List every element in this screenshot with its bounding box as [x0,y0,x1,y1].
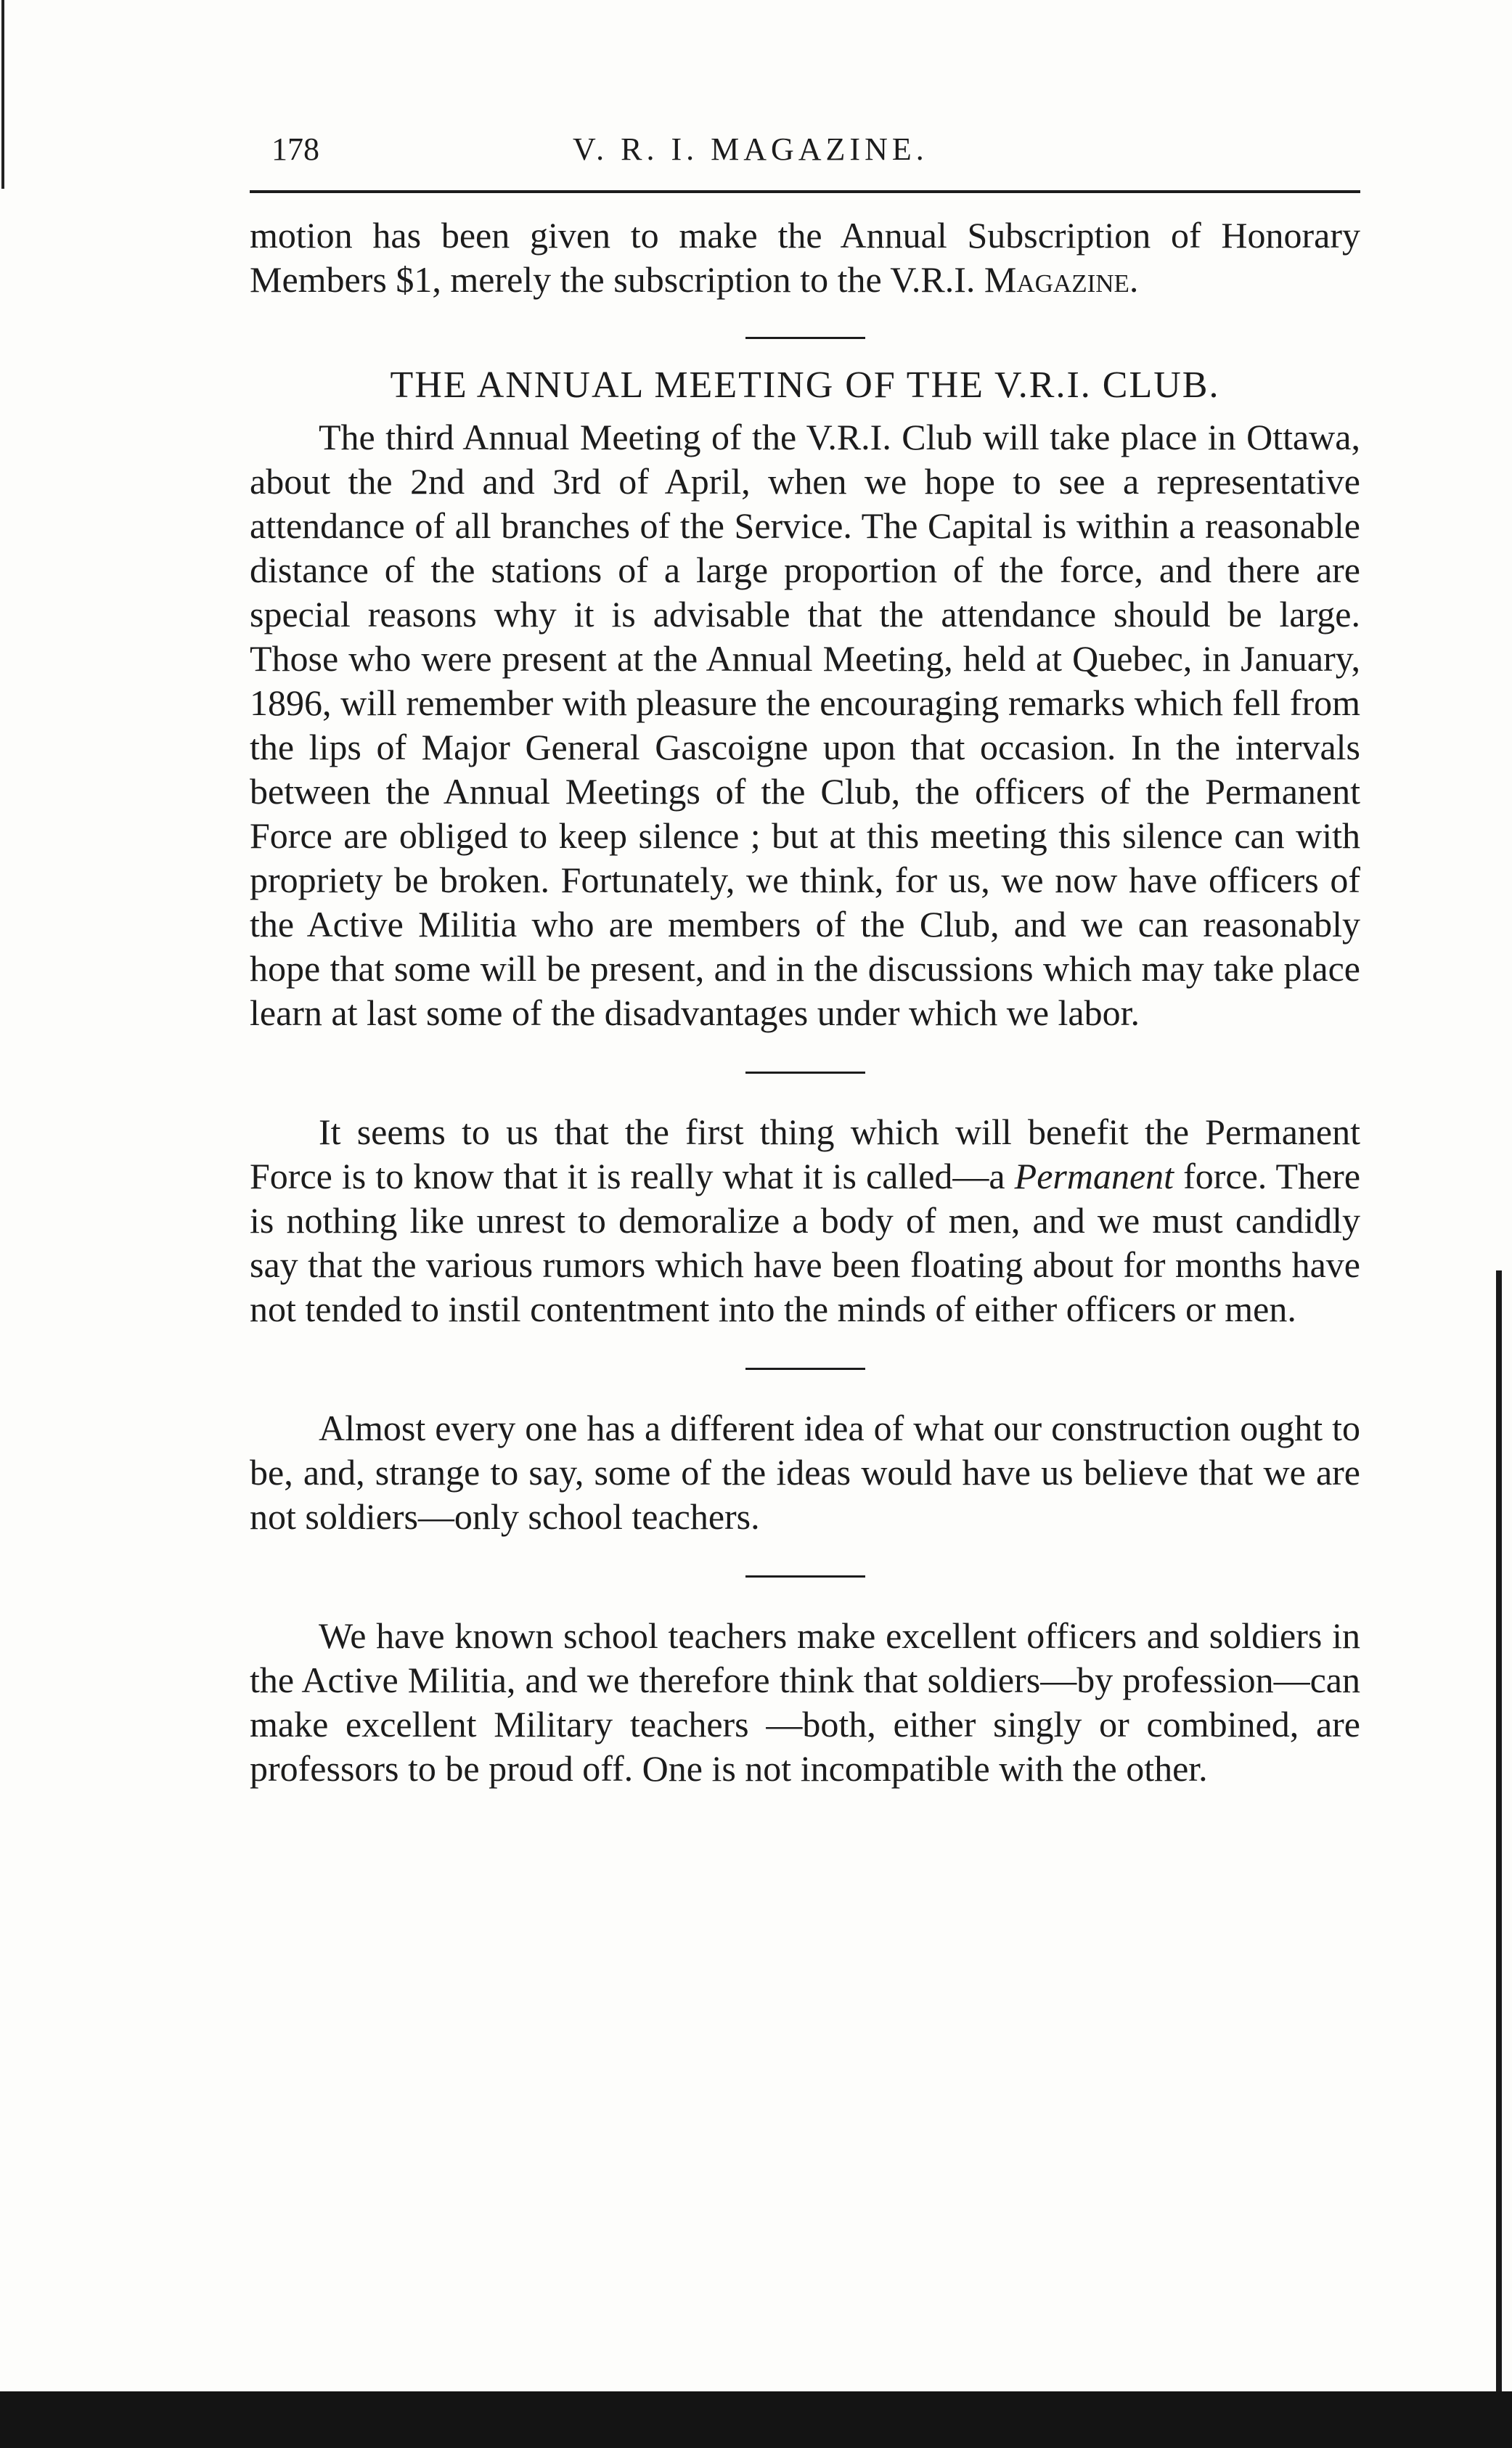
page-number: 178 [271,131,319,167]
section-divider [745,337,865,339]
permanent-italic: Permanent [1014,1156,1174,1196]
magazine-title: V. R. I. MAGAZINE. [573,131,928,167]
permanent-force-paragraph [250,1110,1360,1331]
meeting-paragraph: The third Annual Meeting of the V.R.I. Club will take place in Ottawa, about the 2nd and 3rd of April, when we hope to see a representative attendance of all branches of the Service. The Capital is within a reasonable distance of the stations of a large proportion of the force, and there are special reasons why it is advisable that the attendance should be large. Those who were present at the Annual Meeting, held at Quebec, in January, 1896, will remember with pleasure the encouraging remarks which fell from the lips of Major General Gascoigne upon that occasion. In the intervals between the Annual Meetings of the Club, the officers of the Permanent Force are obliged to keep silence ; but at this meeting this silence can with propriety be broken. Fortunately, we think, for us, we now have officers of the Active Militia who are members of the Club, and we can reasonably hope that some will be present, and in the discussions which may take place learn at last some of the disadvantages under which we labor. [250,417,1360,1033]
construction-paragraph: Almost every one has a different idea of what our construction ought to be, and, strange to say, some of the ideas would have us believe that we are not soldiers—only school teachers. [250,1408,1360,1537]
scan-right-edge [1496,1270,1502,2418]
running-head [250,131,1360,181]
section-divider [745,1072,865,1074]
section-title: THE ANNUAL MEETING OF THE V.R.I. CLUB. [390,364,1220,406]
scan-left-edge [1,0,4,189]
section-divider [745,1575,865,1578]
page-content [250,131,1360,1791]
magazine-smallcaps: Magazine. [984,259,1139,300]
intro-paragraph [250,213,1360,302]
permanent-text-end: force. There is nothing like unrest to demoralize a body of men, and we must candidly say that the various rumors which have been floating about for months have not tended to instil contentment into the minds of either officers or men. [250,1156,1361,1329]
header-rule [250,190,1360,193]
intro-text: motion has been given to make the Annual Subscription of Honorary Members $1, merely the subscription to the V.R.I. [250,215,1360,300]
section-divider [745,1368,865,1370]
scan-bottom-edge [0,2391,1512,2448]
teachers-paragraph: We have known school teachers make excellent officers and soldiers in the Active Militia, and we therefore think that soldiers—by profession—can make excellent Military teachers —both, either singly or combined, are professors to be proud off. One is not incompatible with the other. [250,1615,1360,1789]
permanent-text-start: It seems to us that the first thing which will benefit the Permanent Force is to know that it is really what it is called—a [250,1111,1360,1196]
